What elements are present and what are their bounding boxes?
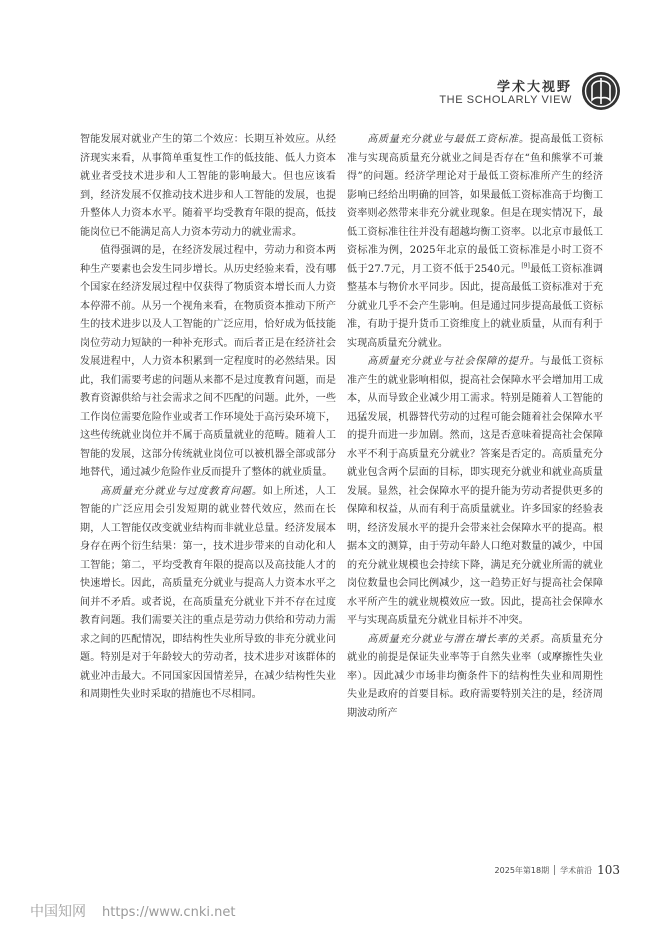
page-footer	[495, 862, 620, 878]
citation-ref[interactable]: [9]	[521, 262, 530, 270]
paragraph	[347, 631, 603, 724]
journal-name: 学术前沿	[560, 865, 593, 875]
paragraph: 智能发展对就业产生的第二个效应：长期互补效应。从经济现实来看，从事简单重复性工作的低技能、低人力资本就业者受技术进步和人工智能的影响最大。但也应该看到，经济发展不仅推动技术进步和人工智能的发展，也提升整体人力资本水平。随着平均受教育年限的提高，低技能岗位已不能满足高人力资本劳动力的就业需求。	[80, 134, 336, 238]
subsection-heading: 高质量充分就业与过度教育问题。	[100, 485, 263, 497]
paragraph-body: 提高最低工资标准与实现高质量充分就业之间是否存在“鱼和熊掌不可兼得”的问题。经济学理论对于最低工资标准所产生的经济影响已经给出明确的回答，如果最低工资标准高于均衡工资率则必然带来非充分就业现象。但是在现实情况下，最低工资标准往往并没有超越均衡工资率。以北京市最低工资标准为例，2025年北京的最低工资标准是小时工资不低于27.7元，月工资不低于2540元。	[347, 134, 604, 275]
page-number: 103	[597, 863, 620, 877]
section-title-en: THE SCHOLARLY VIEW	[439, 94, 572, 106]
paragraph-body: 高质量充分就业的前提是保证失业率等于自然失业率（或摩擦性失业率）。因此减少市场非均衡条件下的结构性失业和周期性失业是政府的首要目标。政府需要特别关注的是，经济周期波动所产	[347, 633, 603, 719]
section-header	[402, 70, 622, 114]
subsection-heading: 高质量充分就业与社会保障的提升。	[367, 356, 541, 367]
section-title-zh: 学术大视野	[496, 80, 572, 95]
scholarly-view-logo-icon	[580, 70, 622, 112]
subsection-heading: 高质量充分就业与最低工资标准。	[367, 134, 530, 145]
cnki-watermark	[30, 901, 235, 921]
article-right-column	[347, 131, 603, 723]
paragraph: 值得强调的是，在经济发展过程中，劳动力和资本两种生产要素也会发生同步增长。从历史经验来看，没有哪个国家在经济发展过程中仅获得了物质资本增长而人力资本停滞不前。从另一个视角来看，在物质资本推动下所产生的技术进步以及人工智能的广泛应用，恰好成为低技能岗位劳动力短缺的一种补充形式。而后者正是在经济社会发展进程中，人力资本积累到一定程度时的必然结果。因此，我们需要考虑的问题从来都不是过度教育问题，而是教育资源供给与社会需求之间不匹配的问题。此外，一些工作岗位需要危险作业或者工作环境处于高污染环境下，这些传统就业岗位并不属于高质量就业的范畴。随着人工智能的发展，这部分传统就业岗位可以被机器全部或部分地替代，通过减少危险作业反而提升了整体的就业质量。	[80, 245, 336, 478]
issue-label: 2025年第18期	[494, 865, 550, 875]
subsection-heading: 高质量充分就业与潜在增长率的关系。	[367, 633, 551, 645]
article-left-column	[80, 131, 336, 705]
footer-divider	[554, 865, 555, 875]
paragraph	[347, 131, 603, 353]
paragraph-body: 最低工资标准调整基本与物价水平同步。因此，提高最低工资标准对于充分就业几乎不会产生影响。但是通过同步提高最低工资标准，有助于提升货币工资维度上的就业质量，从而有利于实现高质量充分就业。	[347, 263, 603, 349]
paragraph	[80, 483, 336, 705]
paragraph-body: 如上所述，人工智能的广泛应用会引发短期的就业替代效应，然而在长期，人工智能仅改变就业结构而非就业总量。经济发展本身存在两个衍生结果：第一，技术进步带来的自动化和人工智能；第二，平均受教育年限的提高以及高技能人才的快速增长。因此，高质量充分就业与提高人力资本水平之间并不矛盾。或者说，在高质量充分就业下并不存在过度教育问题。我们需要关注的重点是劳动力供给和劳动力需求之间的匹配情况，即结构性失业所导致的非充分就业问题。特别是对于年龄较大的劳动者，技术进步对该群体的就业冲击最大。不同国家因国情差异，在减少结构性失业和周期性失业时采取的措施也不尽相同。	[80, 485, 337, 700]
watermark-brand: 中国知网	[30, 904, 86, 920]
paragraph	[347, 353, 603, 631]
paragraph-body: 与最低工资标准产生的就业影响相似，提高社会保障水平会增加用工成本，从而导致企业减少用工需求。特别是随着人工智能的迅猛发展，机器替代劳动的过程可能会随着社会保障水平的提升而进一步加剧。然而，这是否意味着提高社会保障水平不利于高质量充分就业？答案是否定的。高质量充分就业包含两个层面的目标，即实现充分就业和就业高质量发展。显然，社会保障水平的提升能为劳动者提供更多的保障和权益，从而有利于高质量就业。许多国家的经验表明，经济发展水平的提升会带来社会保障水平的提高。根据本文的测算，由于劳动年龄人口绝对数量的减少，中国的充分就业规模也会持续下降，满足充分就业所需的就业岗位数量也会同比例减少，这一趋势正好与提高社会保障水平所产生的就业规模效应一致。因此，提高社会保障水平与实现高质量充分就业目标并不冲突。	[347, 356, 603, 626]
watermark-url[interactable]: https://www.cnki.net	[102, 905, 236, 920]
